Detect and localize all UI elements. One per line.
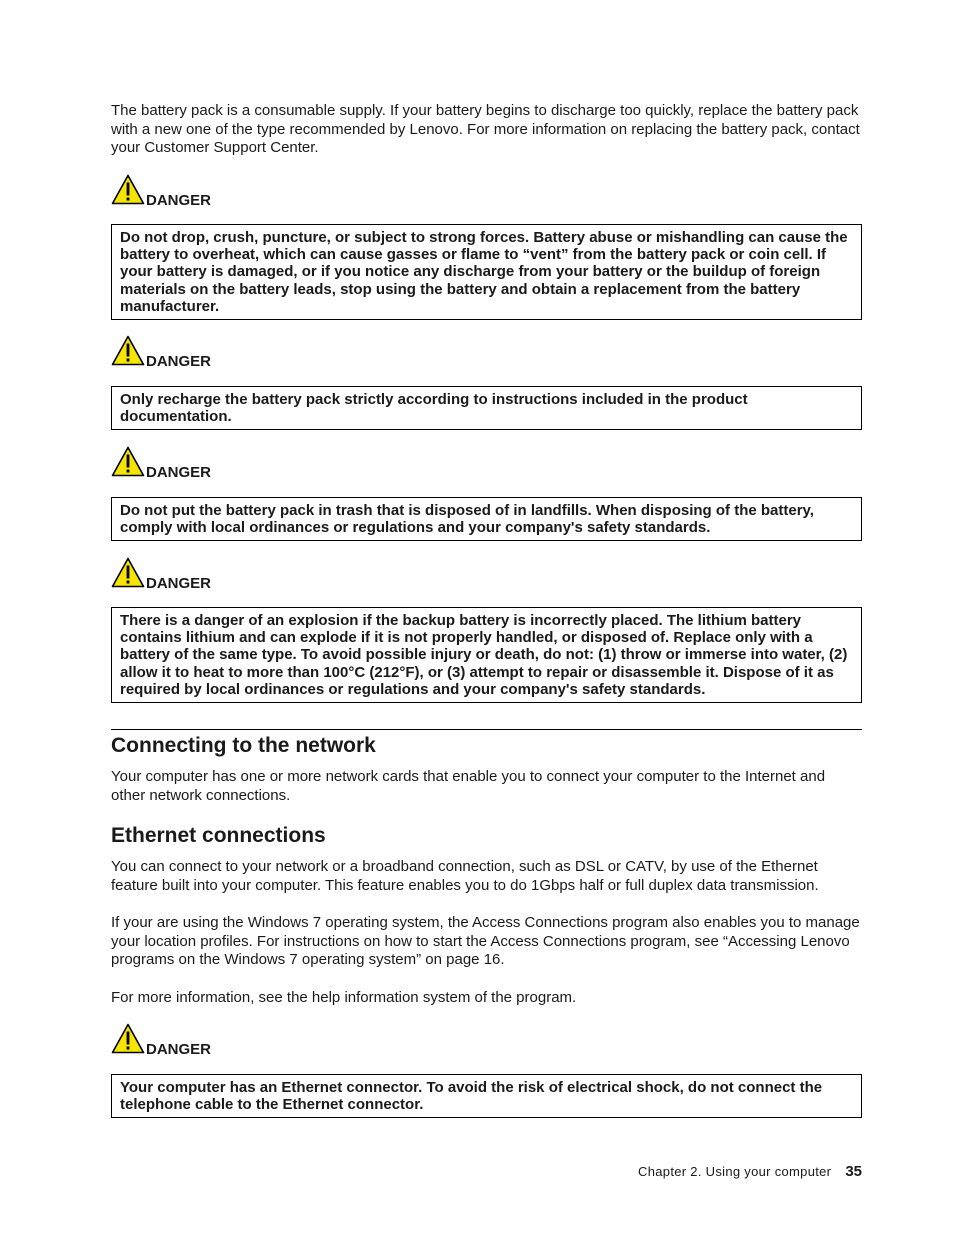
ethernet-paragraph-2: If your are using the Windows 7 operating system, the Access Connections program also enables you to manage your location profiles. For instructions on how to start the Access Connections program, see “Accessing Lenovo programs on the Windows 7 operating system” on page 16.	[111, 914, 860, 968]
danger-text: There is a danger of an explosion if the backup battery is incorrectly placed. The lithium battery contains lithium and can explode if it is not properly handled, or disposed of. Replace only with a battery of the same type. To avoid possible injury or death, do not: (1) throw or immerse into water, (2) allow it to heat to more than 100°C (212°F), or (3) attempt to repair or disassemble it. Dispose of it as required by local ordinances or regulations and your company's safety standards.	[120, 612, 848, 698]
danger-label-text: DANGER	[146, 575, 212, 592]
danger-label-text: DANGER	[146, 464, 212, 481]
danger-label-1	[111, 174, 411, 208]
danger-label-text: DANGER	[146, 353, 212, 370]
danger-box-5	[111, 1074, 862, 1118]
danger-label-4	[111, 557, 411, 591]
intro-paragraph: The battery pack is a consumable supply. If your battery begins to discharge too quickly, replace the battery pack with a new one of the type recommended by Lenovo. For more information on replacing the battery pack, contact your Customer Support Center.	[111, 102, 860, 156]
ethernet-paragraph-1: You can connect to your network or a broadband connection, such as DSL or CATV, by use of the Ethernet feature built into your computer. This feature enables you to do 1Gbps half or full duplex data transmission.	[111, 858, 819, 894]
warning-triangle-icon	[111, 446, 145, 477]
danger-box-4	[111, 607, 862, 703]
section-divider	[111, 729, 862, 730]
danger-label-text: DANGER	[146, 192, 212, 209]
warning-triangle-icon	[111, 335, 145, 366]
danger-text: Do not put the battery pack in trash that is disposed of in landfills. When disposing of the battery, comply with local ordinances or regulations and your company's safety standards.	[120, 502, 814, 537]
warning-triangle-icon	[111, 1023, 145, 1054]
ethernet-paragraph-3: For more information, see the help information system of the program.	[111, 989, 577, 1006]
page-footer	[111, 1163, 862, 1180]
danger-box-3	[111, 497, 862, 541]
danger-label-3	[111, 446, 411, 480]
danger-box-1	[111, 224, 862, 320]
page-number: 35	[845, 1163, 862, 1180]
danger-label-5	[111, 1023, 411, 1057]
section-heading-ethernet: Ethernet connections	[111, 824, 326, 847]
warning-triangle-icon	[111, 557, 145, 588]
danger-text: Only recharge the battery pack strictly according to instructions included in the product documentation.	[120, 391, 748, 426]
danger-text: Do not drop, crush, puncture, or subject to strong forces. Battery abuse or mishandling can cause the battery to overheat, which can cause gasses or flame to “vent” from the battery pack or coin cell. If your battery is damaged, or if you notice any discharge from your battery or the buildup of foreign materials on the battery leads, stop using the battery and obtain a replacement from the battery manufacturer.	[120, 229, 848, 315]
danger-text: Your computer has an Ethernet connector. To avoid the risk of electrical shock, do not connect the telephone cable to the Ethernet connector.	[120, 1079, 823, 1114]
footer-chapter: Chapter 2. Using your computer	[638, 1164, 832, 1179]
danger-label-text: DANGER	[146, 1041, 212, 1058]
warning-triangle-icon	[111, 174, 145, 205]
section-heading-network: Connecting to the network	[111, 734, 376, 757]
danger-label-2	[111, 335, 411, 369]
network-paragraph: Your computer has one or more network cards that enable you to connect your computer to the Internet and other network connections.	[111, 768, 826, 804]
danger-box-2	[111, 386, 862, 430]
